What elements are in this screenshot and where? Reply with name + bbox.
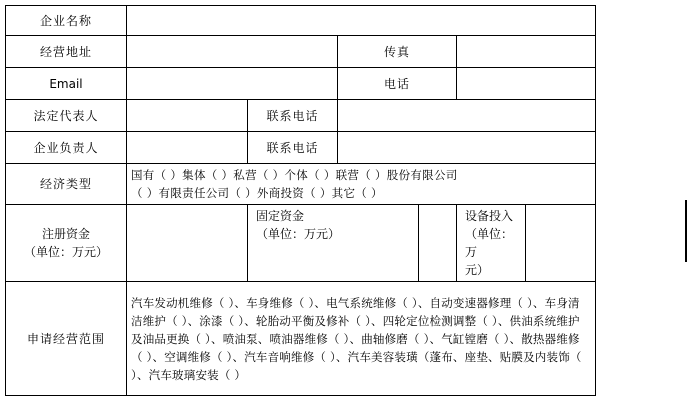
row-email: [6, 68, 596, 100]
row-manager: [6, 132, 596, 164]
contact-phone-label-2: 联系电话: [248, 132, 338, 164]
capital-label-line1: 注册资金: [41, 227, 90, 241]
fax-field[interactable]: [457, 36, 596, 68]
fax-label: 传真: [338, 36, 457, 68]
legal-rep-field[interactable]: [127, 100, 248, 132]
row-legal-rep: [6, 100, 596, 132]
manager-field[interactable]: [127, 132, 248, 164]
economy-type-options-line2: （ ）有限责任公司（ ）外商投资（ ）其它（ ）: [131, 186, 383, 200]
legal-rep-label: 法定代表人: [6, 100, 127, 132]
contact-phone-field-2[interactable]: [338, 132, 596, 164]
email-label: Email: [6, 68, 127, 100]
company-name-label: 企业名称: [6, 6, 127, 36]
company-name-field[interactable]: [127, 6, 596, 36]
capital-label: [6, 205, 127, 282]
capital-label-line2: （单位：万元）: [23, 245, 108, 259]
contact-phone-field[interactable]: [338, 100, 596, 132]
capital-field[interactable]: [127, 205, 248, 282]
registration-form-table: [5, 5, 596, 396]
scope-options[interactable]: 汽车发动机维修（ ）、车身维修（ ）、电气系统维修（ ）、自动变速器修理（ ）、车身清洁维护（ ）、涂漆（ ）、轮胎动平衡及修补（ ）、四轮定位检测调整（ ）、供油系统维护及油品更换（ ）、喷油泵、喷油器维修（ ）、曲轴修磨（ ）、气缸镗磨（ ）、散热器维修（ ）、空调维修（ ）、汽车音响维修（ ）、汽车美容装璜（蓬布、座垫、贴膜及内装饰（ ）、汽车玻璃安装（ ）: [127, 282, 596, 396]
equipment-label-line1: 设备投入: [465, 209, 514, 223]
contact-phone-label: 联系电话: [248, 100, 338, 132]
economy-type-label: 经济类型: [6, 164, 127, 205]
page-edge-line: [685, 200, 687, 262]
manager-label: 企业负责人: [6, 132, 127, 164]
fixed-assets-label-line1: 固定资金: [256, 209, 305, 223]
row-address: [6, 36, 596, 68]
phone-label: 电话: [338, 68, 457, 100]
economy-type-options-line1: 国有（ ）集体（ ）私营（ ）个体（ ）联营（ ）股份有限公司: [131, 168, 458, 182]
equipment-label-line2: （单位：万: [465, 227, 514, 259]
address-label: 经营地址: [6, 36, 127, 68]
phone-field[interactable]: [457, 68, 596, 100]
equipment-label-line3: 元）: [465, 263, 490, 277]
row-company-name: [6, 6, 596, 36]
fixed-assets-field[interactable]: [419, 205, 457, 282]
equipment-label: [457, 205, 526, 282]
fixed-assets-label-line2: （单位：万元）: [256, 227, 341, 241]
scope-label: 申请经营范围: [6, 282, 127, 396]
economy-type-options[interactable]: [127, 164, 596, 205]
equipment-field[interactable]: [526, 205, 596, 282]
address-field[interactable]: [127, 36, 338, 68]
fixed-assets-label: [248, 205, 419, 282]
row-scope: [6, 282, 596, 396]
email-field[interactable]: [127, 68, 338, 100]
row-economy-type: [6, 164, 596, 205]
row-capital: [6, 205, 596, 282]
